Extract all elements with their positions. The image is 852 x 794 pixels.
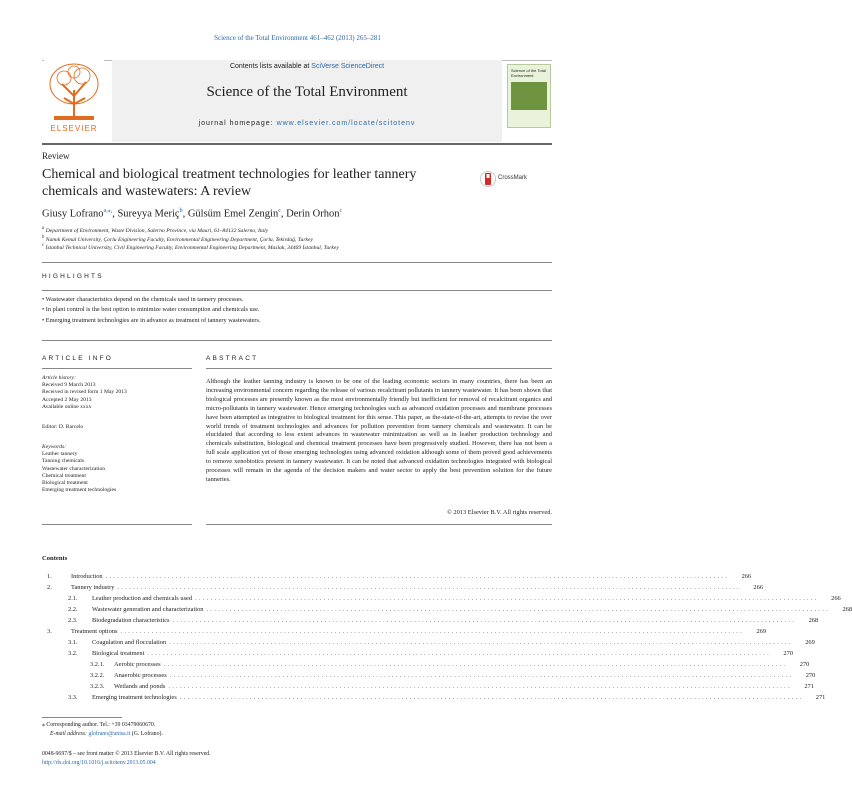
journal-cover: [507, 64, 551, 128]
highlight-item: • In plant control is the best option to minimize water consumption and chemicals use.: [42, 306, 260, 313]
affiliation-text: Namık Kemal University, Çorlu Engineering Faculty, Environmental Engineering Department, Çorlu, Tekirdağ, Turkey: [45, 236, 313, 243]
author-affiliation-sup[interactable]: c: [339, 208, 343, 214]
keyword: Tanning chemicals: [42, 458, 85, 465]
affiliation-text: İstanbul Technical University, Civil Engineering Faculty, Environmental Engineering Department, Maslak, 34469 İstanbul, Turkey: [45, 244, 339, 251]
divider: [42, 368, 192, 369]
divider: [42, 340, 552, 341]
toc-page: 266: [831, 595, 841, 602]
abstract-text: Although the leather tanning industry is known to be one of the leading economic sectors in many countries, there has been an increasing environmental concern regarding the release of various recalcitrant pollutants in tannery wastewater. It has been shown that biological processes are presently known as the most environmentally friendly but inefficient for removal of recalcitrant organics and micro-pollutants in tannery wastewater. Hence emerging technologies such as advanced oxidation processes and membrane processes have been attempted as integrative to biological treatment for this sense. This paper, as the-state-of-the-art, attempts to revise the over world trends of treatment technologies and advances for pollution prevention from tannery chemicals and wastewater. It can be elucidated that according to less extent advances in wastewater minimization as well as in leather production technology and chemicals substitution, biological and chemical treatment processes have been progressively studied. However, there has not been a full scale application yet of those emerging technologies using advanced oxidation although some of them proved good achievements to remove xenobiotics present in tannery wastewater. It can be noted that advanced oxidation technologies integrated with biological processes will remain in the agenda of the decision makers and water sector to apply the best prevention solution for the future tanneries.: [206, 378, 552, 483]
article-type: Review: [42, 151, 70, 161]
author-separator: ,: [112, 208, 118, 220]
toc-page: 268: [842, 606, 852, 613]
toc-leader: ................................................................................................................................................................: [168, 683, 792, 690]
abstract-heading: ABSTRACT: [206, 355, 259, 362]
toc-page: 270: [783, 650, 793, 657]
article-title: Chemical and biological treatment technologies for leather tannery chemicals and wastewaters: A review: [42, 167, 417, 199]
cover-title: Science of the Total Environment: [511, 68, 546, 78]
keyword: Emerging treatment technologies: [42, 487, 117, 494]
affiliation-sup: c: [42, 243, 45, 248]
toc-page: 266: [741, 573, 752, 580]
toc-title: Emerging treatment technologies: [92, 694, 177, 701]
sciencedirect-link[interactable]: SciVerse ScienceDirect: [311, 63, 385, 70]
contents-prefix: Contents lists available at: [229, 63, 310, 70]
toc-number: 3.1.: [68, 639, 78, 646]
toc-leader: ................................................................................................................................................................: [179, 694, 804, 701]
author[interactable]: Sureyya Meriç: [117, 208, 180, 220]
toc-page: 266: [753, 584, 764, 591]
journal-reference[interactable]: Science of the Total Environment 461–462 (2013) 265–281: [214, 34, 381, 42]
journal-homepage: [112, 120, 502, 127]
toc-title: Treatment options: [71, 628, 118, 635]
toc-entry[interactable]: [42, 694, 826, 706]
toc-leader: ................................................................................................................................................................: [117, 584, 742, 591]
toc-leader: ................................................................................................................................................................: [195, 595, 819, 602]
toc-number: 2.3.: [68, 617, 78, 624]
affiliation: [42, 243, 339, 251]
author-separator: ,: [182, 208, 188, 220]
affiliation-sup: b: [42, 235, 45, 240]
doi-link[interactable]: http://dx.doi.org/10.1016/j.scitotenv.2013.05.004: [42, 760, 156, 766]
email-suffix: (G. Lofrano).: [131, 731, 163, 737]
toc-title: Coagulation and flocculation: [92, 639, 167, 646]
toc-title: Wastewater generation and characterization: [92, 606, 204, 613]
affiliation-sup: a: [42, 226, 45, 231]
publisher-name: ELSEVIER: [50, 124, 98, 133]
toc-leader: ................................................................................................................................................................: [163, 661, 788, 668]
homepage-label: journal homepage:: [198, 120, 274, 127]
toc-leader: ................................................................................................................................................................: [169, 639, 793, 646]
toc-number: 3.2.: [68, 650, 78, 657]
email-note: [50, 731, 163, 737]
toc-number: 2.: [47, 584, 52, 591]
toc-leader: ................................................................................................................................................................: [147, 650, 771, 657]
divider: [206, 368, 552, 369]
highlight-item: • Wastewater characteristics depend on the chemicals used in tannery processes.: [42, 296, 244, 303]
homepage-link[interactable]: www.elsevier.com/locate/scitotenv: [276, 120, 416, 127]
toc-number: 3.: [47, 628, 52, 635]
crossmark-badge[interactable]: [480, 170, 548, 188]
elsevier-logo: [44, 60, 104, 136]
toc-page: 270: [799, 661, 810, 668]
affiliation-text: Department of Environment, Waste Division, Salerno Province, via Mauri, 61–84132 Salerno, Italy: [45, 227, 269, 234]
affiliation: [42, 235, 313, 243]
email-label: E-mail address:: [50, 731, 87, 737]
keyword: Wastewater characterization: [42, 465, 106, 472]
divider: [42, 262, 552, 263]
footnote-rule: [42, 717, 122, 718]
article-info-heading: ARTICLE INFO: [42, 355, 114, 362]
author-separator: ,: [280, 208, 287, 220]
divider: [42, 290, 552, 291]
toc-leader: ................................................................................................................................................................: [105, 573, 730, 580]
toc-number: 3.3.: [68, 694, 78, 701]
corresponding-author-note: ⁎ Corresponding author. Tel.: +39 03479060670.: [42, 722, 156, 728]
toc-title: Leather production and chemicals used: [92, 595, 193, 602]
toc-page: 268: [808, 617, 819, 624]
author-affiliation-sup[interactable]: c: [278, 208, 281, 214]
editor: Editor: D. Barcelo: [42, 424, 84, 430]
history-item: Received 9 March 2013: [42, 382, 96, 389]
highlights-heading: HIGHLIGHTS: [42, 273, 104, 280]
divider: [42, 524, 192, 525]
history-item: Available online xxxx: [42, 403, 92, 410]
toc-page: 269: [805, 639, 815, 646]
toc-number: 3.2.2.: [90, 672, 105, 679]
crossmark-icon: [480, 170, 496, 188]
toc-leader: ................................................................................................................................................................: [120, 628, 745, 635]
toc-number: 2.2.: [68, 606, 78, 613]
toc-page: 271: [815, 694, 826, 701]
author-affiliation-sup[interactable]: a,⁎,: [103, 208, 113, 214]
toc-number: 3.2.1.: [90, 661, 105, 668]
divider: [206, 524, 552, 525]
toc-number: 1.: [47, 573, 52, 580]
cover-image: [511, 82, 547, 110]
toc-leader: ................................................................................................................................................................: [172, 617, 797, 624]
article-history: [42, 375, 202, 411]
author[interactable]: Derin Orhon: [286, 208, 340, 220]
header-band: [112, 60, 502, 142]
affiliation: [42, 226, 268, 234]
toc-leader: ................................................................................................................................................................: [206, 606, 831, 613]
contents-heading: Contents: [42, 555, 68, 562]
toc-page: 270: [805, 672, 816, 679]
issn-line: 0048-9697/$ – see front matter © 2013 Elsevier B.V. All rights reserved.: [42, 751, 211, 757]
copyright: © 2013 Elsevier B.V. All rights reserved.: [446, 509, 552, 516]
toc-number: 2.1.: [68, 595, 78, 602]
toc-page: 271: [804, 683, 814, 690]
toc-title: Tannery industry: [71, 584, 115, 591]
crossmark-label: CrossMark: [498, 175, 528, 181]
author[interactable]: Giusy Lofrano: [42, 208, 104, 220]
email-link[interactable]: glofrano@unisa.it: [88, 731, 131, 737]
journal-name: Science of the Total Environment: [206, 84, 408, 100]
keyword: Chemical treatment: [42, 472, 86, 479]
toc-page: 269: [756, 628, 767, 635]
keyword: Leather tannery: [42, 451, 78, 458]
keyword: Biological treatment: [42, 480, 88, 487]
contents-availability: [112, 63, 502, 70]
author-affiliation-sup[interactable]: b: [179, 208, 183, 214]
author-list: [42, 207, 342, 220]
history-item: Accepted 2 May 2013: [42, 396, 92, 403]
keywords-label: Keywords:: [42, 444, 67, 450]
author[interactable]: Gülsüm Emel Zengin: [187, 208, 279, 220]
toc-title: Wetlands and ponds: [114, 683, 166, 690]
toc-title: Biological treatment: [92, 650, 145, 657]
keywords: [42, 444, 202, 494]
history-item: Received in revised form 1 May 2013: [42, 389, 127, 396]
toc-title: Introduction: [71, 573, 103, 580]
toc-title: Biodegradation characteristics: [92, 617, 170, 624]
toc-title: Anaerobic processes: [114, 672, 167, 679]
highlight-item: • Emerging treatment technologies are in advance as treatment of tannery wastewaters.: [42, 317, 261, 324]
toc-number: 3.2.3.: [90, 683, 105, 690]
toc-leader: ................................................................................................................................................................: [169, 672, 794, 679]
toc-title: Aerobic processes: [114, 661, 161, 668]
history-label: Article history:: [42, 375, 77, 381]
